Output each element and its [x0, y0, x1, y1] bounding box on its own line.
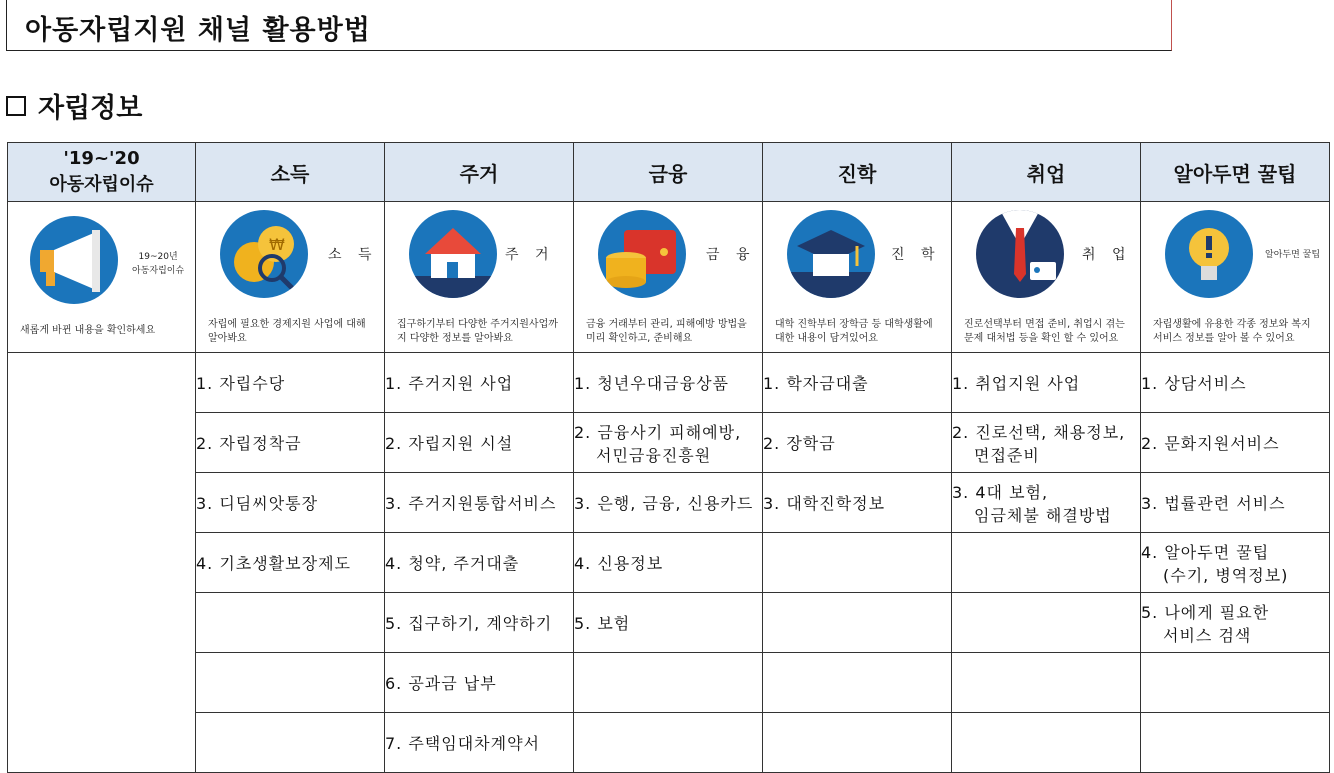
header-row	[8, 143, 1330, 202]
empty-cell	[952, 593, 1141, 653]
issue-column-empty	[8, 353, 196, 773]
housing-item[interactable]	[385, 713, 574, 773]
item-text: 5. 보험	[574, 614, 631, 633]
empty-cell	[574, 713, 763, 773]
empty-cell	[763, 713, 952, 773]
item-text: (수기, 병역정보)	[1163, 565, 1289, 585]
item-text: 4. 청약, 주거대출	[385, 554, 520, 573]
item-text: 3. 디딤씨앗통장	[196, 494, 319, 513]
item-text: 2. 장학금	[763, 434, 836, 453]
house-icon	[409, 210, 497, 298]
item-text: 2. 문화지원서비스	[1141, 434, 1280, 453]
item-text: 3. 대학진학정보	[763, 494, 886, 513]
item-text: 3. 4대 보험,	[952, 482, 1049, 502]
housing-item[interactable]	[385, 353, 574, 413]
housing-item[interactable]	[385, 653, 574, 713]
finance-item[interactable]	[574, 353, 763, 413]
item-text: 7. 주택임대차계약서	[385, 734, 540, 753]
item-text: 2. 금융사기 피해예방,	[574, 422, 742, 442]
empty-cell	[763, 533, 952, 593]
suit-tie-icon	[976, 210, 1064, 298]
finance-item[interactable]	[574, 473, 763, 533]
empty-cell	[196, 593, 385, 653]
employment-item[interactable]	[952, 353, 1141, 413]
header-income: 소득	[196, 143, 385, 202]
tips-item[interactable]	[1141, 533, 1330, 593]
item-row	[8, 713, 1330, 773]
housing-item[interactable]	[385, 473, 574, 533]
empty-cell	[763, 593, 952, 653]
card-education[interactable]: 진 학 대학 진학부터 장학금 등 대학생활에 대한 내용이 담겨있어요	[763, 202, 952, 353]
housing-item[interactable]	[385, 413, 574, 473]
empty-cell	[952, 533, 1141, 593]
item-row	[8, 533, 1330, 593]
item-text: 1. 학자금대출	[763, 374, 869, 393]
icon-row	[8, 202, 1330, 353]
item-text: 임금체불 해결방법	[974, 505, 1112, 525]
card-employment[interactable]: 취 업 진로선택부터 면접 준비, 취업시 겪는 문제 대처법 등을 확인 할 수 있어요	[952, 202, 1141, 353]
page-title-box	[6, 0, 1172, 51]
item-text: 1. 주거지원 사업	[385, 374, 514, 393]
empty-cell	[196, 653, 385, 713]
empty-cell	[763, 653, 952, 713]
card-issue[interactable]: 19~20년 아동자립이슈 새롭게 바뀐 내용을 확인하세요	[8, 202, 196, 353]
item-row	[8, 353, 1330, 413]
card-housing[interactable]: 주 거 집구하기부터 다양한 주거지원사업까지 다양한 정보를 알아봐요	[385, 202, 574, 353]
item-text: 면접준비	[974, 445, 1040, 465]
tips-item[interactable]	[1141, 473, 1330, 533]
svg-text:₩: ₩	[269, 235, 285, 254]
tips-item[interactable]	[1141, 353, 1330, 413]
tips-item[interactable]	[1141, 593, 1330, 653]
card-income[interactable]: ₩ 소 득 자립에 필요한 경제지원 사업에 대해 알아봐요	[196, 202, 385, 353]
item-text: 1. 취업지원 사업	[952, 374, 1081, 393]
income-item[interactable]	[196, 413, 385, 473]
item-text: 2. 자립지원 시설	[385, 434, 514, 453]
item-text: 5. 집구하기, 계약하기	[385, 614, 553, 633]
empty-cell	[1141, 713, 1330, 773]
housing-item[interactable]	[385, 533, 574, 593]
header-employment: 취업	[952, 143, 1141, 202]
lightbulb-icon	[1165, 210, 1253, 298]
tips-item[interactable]	[1141, 413, 1330, 473]
header-tips: 알아두면 꿀팁	[1141, 143, 1330, 202]
item-row	[8, 473, 1330, 533]
header-education: 진학	[763, 143, 952, 202]
employment-item[interactable]	[952, 473, 1141, 533]
coin-magnifier-icon	[220, 210, 308, 298]
item-row	[8, 593, 1330, 653]
header-issue: '19~'20 아동자립이슈	[8, 143, 196, 202]
income-item[interactable]	[196, 473, 385, 533]
item-text: 1. 자립수당	[196, 374, 286, 393]
item-text: 3. 은행, 금융, 신용카드	[574, 494, 754, 513]
income-item[interactable]	[196, 533, 385, 593]
megaphone-icon	[30, 216, 118, 304]
empty-cell	[1141, 653, 1330, 713]
card-finance[interactable]: 금 융 금융 거래부터 관리, 피해예방 방법을 미리 확인하고, 준비해요	[574, 202, 763, 353]
card-tips[interactable]: 알아두면 꿀팁 자립생활에 유용한 각종 정보와 복지 서비스 정보를 알아 볼 수 있어요	[1141, 202, 1330, 353]
item-text: 4. 기초생활보장제도	[196, 554, 351, 573]
item-row	[8, 413, 1330, 473]
item-text: 2. 진로선택, 채용정보,	[952, 422, 1126, 442]
education-item[interactable]	[763, 413, 952, 473]
empty-cell	[574, 653, 763, 713]
checkbox-square-icon	[6, 96, 26, 116]
item-text: 2. 자립정착금	[196, 434, 302, 453]
header-finance: 금융	[574, 143, 763, 202]
item-text: 4. 신용정보	[574, 554, 664, 573]
empty-cell	[952, 653, 1141, 713]
wallet-icon	[598, 210, 686, 298]
education-item[interactable]	[763, 473, 952, 533]
finance-item[interactable]	[574, 533, 763, 593]
header-housing: 주거	[385, 143, 574, 202]
item-text: 6. 공과금 납부	[385, 674, 497, 693]
graduation-cap-icon	[787, 210, 875, 298]
empty-cell	[952, 713, 1141, 773]
info-table	[7, 142, 1330, 773]
item-text: 4. 알아두면 꿀팁	[1141, 542, 1270, 562]
item-text: 서비스 검색	[1163, 625, 1252, 645]
item-text: 3. 주거지원통합서비스	[385, 494, 557, 513]
housing-item[interactable]	[385, 593, 574, 653]
income-item[interactable]	[196, 353, 385, 413]
item-text: 1. 상담서비스	[1141, 374, 1247, 393]
section-heading	[6, 86, 142, 125]
item-row	[8, 653, 1330, 713]
employment-item[interactable]	[952, 413, 1141, 473]
finance-item[interactable]	[574, 593, 763, 653]
item-text: 3. 법률관련 서비스	[1141, 494, 1286, 513]
finance-item[interactable]	[574, 413, 763, 473]
item-text: 1. 청년우대금융상품	[574, 374, 729, 393]
page-title: 아동자립지원 채널 활용방법	[25, 15, 371, 46]
item-text: 서민금융진흥원	[596, 445, 712, 465]
item-text: 5. 나에게 필요한	[1141, 602, 1270, 622]
education-item[interactable]	[763, 353, 952, 413]
empty-cell	[196, 713, 385, 773]
section-title: 자립정보	[38, 93, 143, 124]
